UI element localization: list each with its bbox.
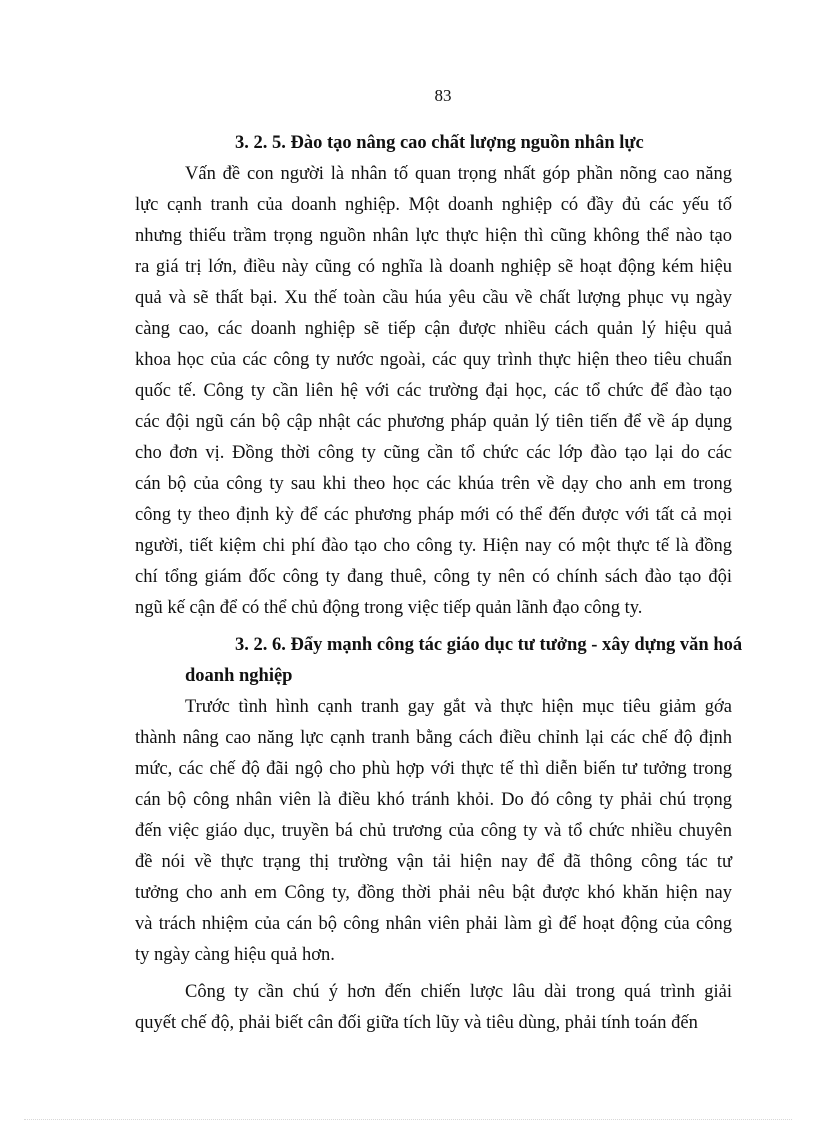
- text-line: cán bộ của công ty sau khi theo học các khúa trên về dạy cho anh em trong: [135, 474, 732, 494]
- text-line: ty ngày càng hiệu quả hơn.: [135, 945, 335, 965]
- text-line: càng cao, các doanh nghiệp sẽ tiếp cận được nhiều cách quản lý hiệu quả: [135, 319, 732, 339]
- section-3-2-6: [135, 630, 743, 1039]
- text-line: nhưng thiếu trầm trọng nguồn nhân lực thực hiện thì cũng không thể nào tạo: [135, 226, 732, 246]
- heading-line: doanh nghiệp: [185, 666, 293, 686]
- text-line: chí tổng giám đốc công ty đang thuê, công ty nên có chính sách đào tạo đội: [135, 567, 732, 587]
- text-line: Vấn đề con người là nhân tố quan trọng nhất góp phần nõng cao năng: [185, 164, 732, 184]
- paragraph: [135, 692, 732, 971]
- section-heading: [135, 128, 732, 159]
- section-3-2-5: [135, 128, 732, 624]
- text-line: đề nói về thực trạng thị trường vận tải hiện nay để đã thông công tác tư: [135, 852, 732, 872]
- text-line: và trách nhiệm của cán bộ công nhân viên phải làm gì để hoạt động của công: [135, 914, 732, 934]
- page-number: 83: [434, 86, 452, 105]
- paragraph: [135, 159, 732, 624]
- text-line: công ty theo định kỳ để các phương pháp mới có thể đến được với tất cả mọi: [135, 505, 732, 525]
- text-line: cán bộ công nhân viên là điều khó tránh khỏi. Do đó công ty phải chú trọng: [135, 790, 732, 810]
- heading-line: 3. 2. 5. Đào tạo nâng cao chất lượng nguồn nhân lực: [235, 133, 644, 153]
- text-line: quả và sẽ thất bại. Xu thế toàn cầu húa yêu cầu về chất lượng phục vụ ngày: [135, 288, 732, 308]
- heading-line: 3. 2. 6. Đẩy mạnh công tác giáo dục tư tưởng - xây dựng văn hoá: [235, 635, 743, 655]
- text-line: khoa học của các công ty nước ngoài, các quy trình thực hiện theo tiêu chuẩn: [135, 350, 732, 370]
- text-line: đến việc giáo dục, truyền bá chủ trương của công ty và tổ chức nhiều chuyên: [135, 821, 732, 841]
- text-line: các đội ngũ cán bộ cập nhật các phương pháp quản lý tiên tiến để về áp dụng: [135, 412, 732, 432]
- text-line: tưởng cho anh em Công ty, đồng thời phải nêu bật được khó khăn hiện nay: [135, 883, 732, 903]
- text-line: thành nâng cao năng lực cạnh tranh bằng cách điều chỉnh lại các chế độ định: [135, 728, 732, 748]
- paragraph: [135, 977, 732, 1039]
- text-line: cho đơn vị. Đồng thời công ty cũng cần tổ chức các lớp đào tạo lại do các: [135, 443, 732, 463]
- document-body: [135, 128, 743, 1039]
- section-heading: [135, 630, 743, 692]
- text-line: ra giá trị lớn, điều này cũng có nghĩa là doanh nghiệp sẽ hoạt động kém hiệu: [135, 257, 732, 277]
- text-line: Trước tình hình cạnh tranh gay gắt và thực hiện mục tiêu giảm gớa: [185, 697, 732, 717]
- text-line: quyết chế độ, phải biết cân đối giữa tích lũy và tiêu dùng, phải tính toán đến: [135, 1013, 698, 1033]
- text-line: lực cạnh tranh của doanh nghiệp. Một doanh nghiệp có đầy đủ các yếu tố: [135, 195, 732, 215]
- page-bottom-divider: [24, 1119, 792, 1120]
- text-line: mức, các chế độ đãi ngộ cho phù hợp với thực tế thì diễn biến tư tưởng trong: [135, 759, 732, 779]
- text-line: Công ty cần chú ý hơn đến chiến lược lâu dài trong quá trình giải: [185, 982, 732, 1002]
- text-line: ngũ kế cận để có thể chủ động trong việc tiếp quản lãnh đạo công ty.: [135, 598, 643, 618]
- text-line: quốc tế. Công ty cần liên hệ với các trường đại học, các tổ chức để đào tạo: [135, 381, 732, 401]
- text-line: người, tiết kiệm chi phí đào tạo cho công ty. Hiện nay có một thực tế là đồng: [135, 536, 732, 556]
